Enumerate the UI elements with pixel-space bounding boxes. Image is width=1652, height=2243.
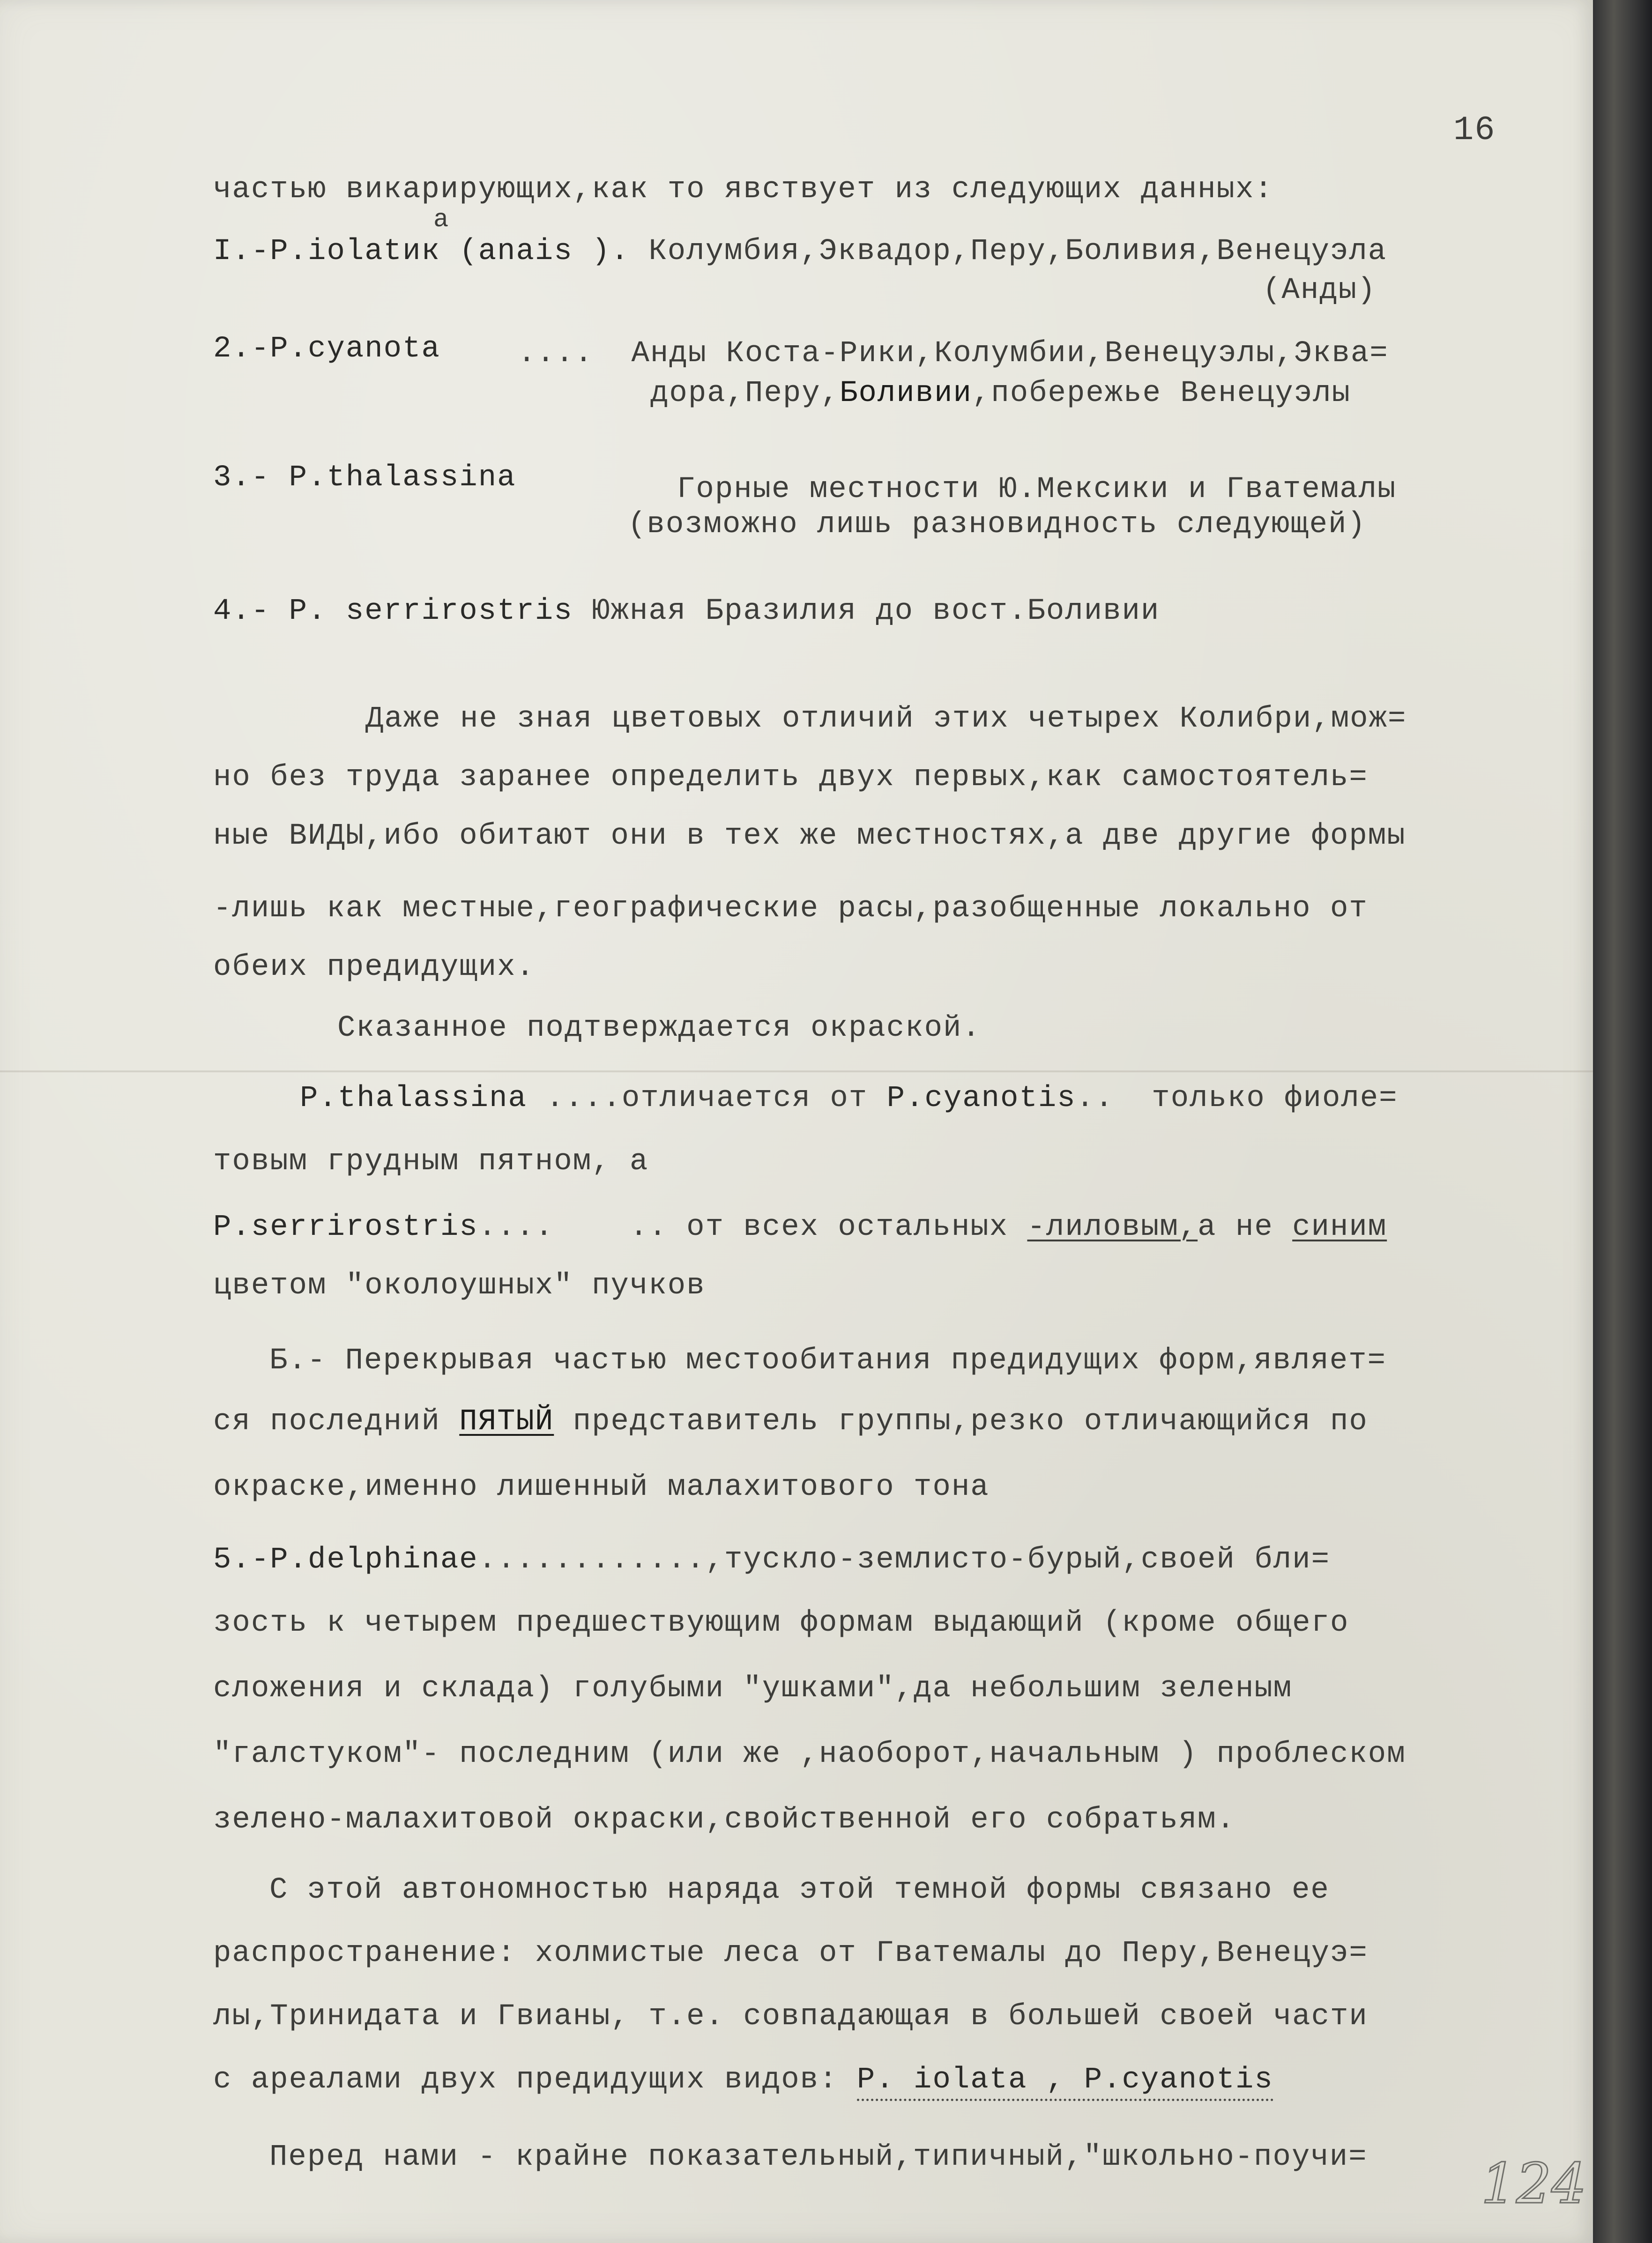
text-run: .... .. от всех остальных bbox=[478, 1211, 1027, 1244]
species-entry-1 bbox=[213, 233, 1387, 270]
paragraph-2: Сказанное подтверждается окраской. bbox=[337, 1011, 981, 1045]
paragraph-1-line-3: ные ВИДЫ,ибо обитают они в тех же местностях,а две другие формы bbox=[213, 819, 1406, 853]
paragraph-5-line-3: окраске,именно лишенный малахитового тона bbox=[213, 1471, 990, 1504]
species-range-2: .... Анды Коста-Рики,Колумбии,Венецуэлы,Эква= bbox=[518, 337, 1389, 371]
species-name-cyanota: 2.-P.cyanota bbox=[213, 332, 440, 366]
paragraph-5-line-2 bbox=[213, 1403, 1368, 1441]
paragraph-8-line-1: Перед нами - крайне показательный,типичный,"школьно-поучи= bbox=[269, 2140, 1368, 2174]
species-entry-4 bbox=[213, 593, 1160, 630]
paragraph-4-line-1 bbox=[213, 1209, 1387, 1246]
text-run: с ареалами двух предидущих видов: bbox=[213, 2063, 857, 2097]
paragraph-3-line-2: товым грудным пятном, а bbox=[213, 1145, 649, 1179]
underlined-word: ПЯТЫЙ bbox=[459, 1405, 554, 1439]
leader-dots: ............ bbox=[478, 1543, 706, 1577]
text-run: .. только фиоле= bbox=[1076, 1082, 1398, 1115]
species-range-2-cont bbox=[650, 375, 1351, 412]
species-range-4: Южная Бразилия до вост.Боливии bbox=[592, 594, 1160, 628]
paragraph-7-line-1: С этой автономностью наряда этой темной формы связано ее bbox=[269, 1873, 1330, 1907]
paragraph-4-line-2: цветом "околоушных" пучков bbox=[213, 1269, 706, 1303]
paragraph-7-line-3: лы,Тринидата и Гвианы, т.е. совпадающая в большей своей части bbox=[213, 2000, 1368, 2034]
paper-fold bbox=[0, 1070, 1593, 1072]
paragraph-1-line-4: -лишь как местные,географические расы,разобщенные локально от bbox=[213, 892, 1368, 926]
text-run: ,тускло-землисто-бурый,своей бли= bbox=[705, 1543, 1330, 1577]
text-line-intro: частью викарирующих,как то явствует из следующих данных: bbox=[213, 173, 1273, 207]
species-range-3-cont: (возможно лишь разновидность следующей) bbox=[628, 508, 1366, 542]
species-range-3: Горные местности Ю.Мексики и Гватемалы bbox=[677, 473, 1397, 506]
page-number: 16 bbox=[1453, 111, 1496, 149]
archive-number-text: 124 bbox=[1481, 2151, 1587, 2216]
paragraph-7-line-4 bbox=[213, 2061, 1273, 2099]
paragraph-6-line-2: зость к четырем предшествующим формам выдающий (кроме общего bbox=[213, 1606, 1349, 1640]
handwritten-archive-number bbox=[1478, 2150, 1587, 2216]
paragraph-7-line-2: распространение: холмистые леса от Гватемалы до Перу,Венецуэ= bbox=[213, 1937, 1368, 1970]
species-name-thalassina: 3.- P.thalassina bbox=[213, 461, 516, 495]
paragraph-6-line-5: зелено-малахитовой окраски,свойственной его собратьям. bbox=[213, 1803, 1235, 1837]
species-entry-5 bbox=[213, 1541, 1330, 1579]
text-run: ....отличается от bbox=[527, 1082, 887, 1115]
species-name-iolata: I.-P.iolatик (anais ). bbox=[213, 235, 630, 268]
paragraph-6-line-3: сложения и склада) голубыми "ушками",да небольшим зеленым bbox=[213, 1672, 1293, 1706]
species-name-serrirostris-ref: P.serrirostris bbox=[213, 1211, 478, 1244]
paragraph-6-line-4: "галстуком"- последним (или же ,наоборот,начальным ) проблеском bbox=[213, 1738, 1406, 1771]
species-name-delphinae: 5.-P.delphinae bbox=[213, 1543, 478, 1577]
paragraph-1-line-2: но без труда заранее определить двух первых,как самостоятель= bbox=[213, 761, 1368, 795]
paragraph-5-line-1: Б.- Перекрывая частью местообитания предидущих форм,являет= bbox=[269, 1344, 1386, 1378]
range-text: дора,Перу, bbox=[650, 377, 840, 410]
paragraph-3-line-1 bbox=[300, 1080, 1398, 1117]
text-run: представитель группы,резко отличающийся по bbox=[554, 1405, 1368, 1439]
underlying-sheet bbox=[1588, 0, 1652, 2243]
species-name-thalassina-ref: P.thalassina bbox=[300, 1082, 527, 1115]
paragraph-1-line-1: Даже не зная цветовых отличий этих четырех Колибри,мож= bbox=[365, 702, 1407, 736]
species-range-1: Колумбия,Эквадор,Перу,Боливия,Венецуэла bbox=[648, 235, 1387, 268]
species-name-serrirostris: 4.- P. serrirostris bbox=[213, 594, 573, 628]
text-run: ся последний bbox=[213, 1405, 460, 1439]
range-text: ,побережье Венецуэлы bbox=[972, 377, 1351, 410]
underlined-word: -лиловым, bbox=[1027, 1211, 1198, 1244]
overtyped-word: Боливии bbox=[840, 377, 972, 410]
species-range-1-cont: (Анды) bbox=[1263, 274, 1377, 307]
text-run: а не bbox=[1198, 1211, 1293, 1244]
superscript-correction: а bbox=[433, 206, 450, 234]
underlined-word: синим bbox=[1292, 1211, 1387, 1244]
species-name-cyanotis-ref: P.cyanotis bbox=[886, 1082, 1076, 1115]
paragraph-1-line-5: обеих предидущих. bbox=[213, 951, 535, 984]
species-names-iolata-cyanotis: P. iolata , P.cyanotis bbox=[857, 2063, 1273, 2101]
